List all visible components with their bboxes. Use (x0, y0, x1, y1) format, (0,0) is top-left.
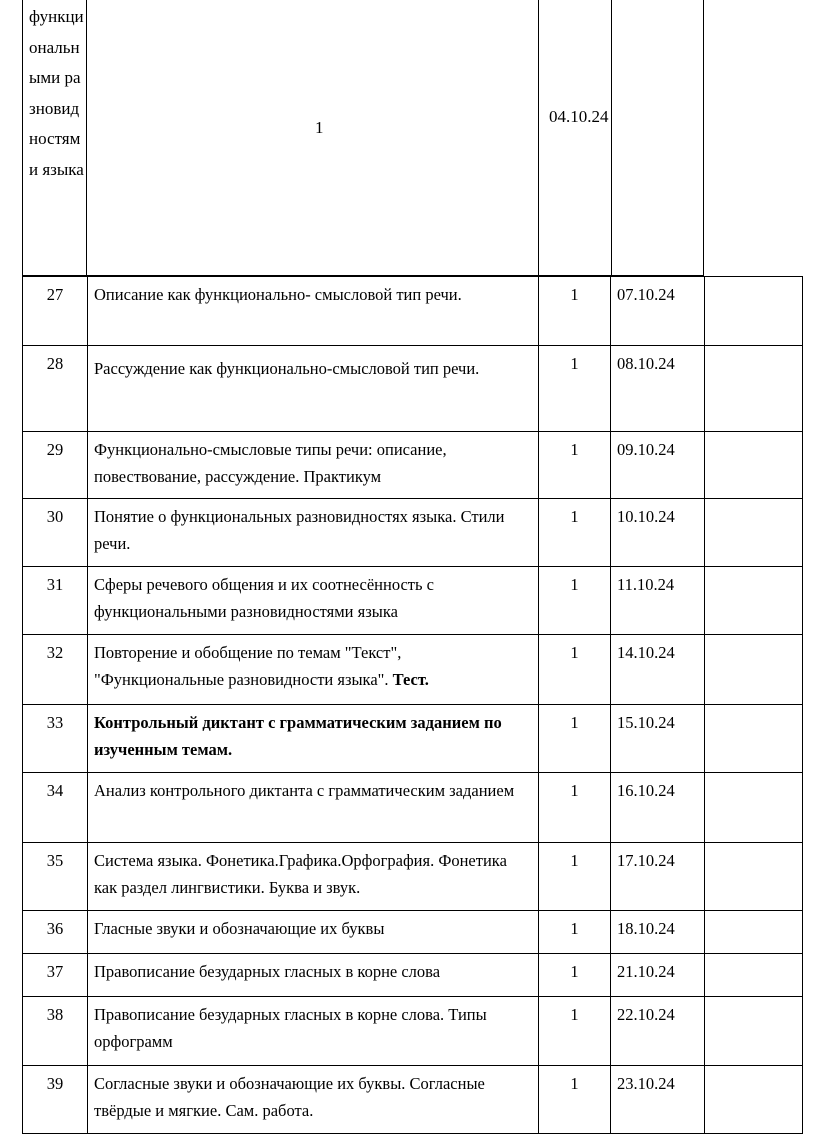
lesson-number: 27 (23, 277, 88, 346)
lesson-hours: 1 (539, 277, 611, 346)
column-divider (611, 0, 612, 275)
lesson-date: 07.10.24 (611, 277, 705, 346)
note-cell (705, 499, 803, 567)
lesson-number: 32 (23, 635, 88, 705)
note-cell (705, 432, 803, 499)
lesson-topic: Описание как функционально- смысловой тип речи. (88, 277, 539, 346)
table-row (23, 911, 803, 954)
note-cell (705, 635, 803, 705)
table-row (23, 567, 803, 635)
lesson-date: 16.10.24 (611, 773, 705, 843)
lesson-topic: Понятие о функциональных разновидностях языка. Стили речи. (88, 499, 539, 567)
lesson-date: 14.10.24 (611, 635, 705, 705)
lesson-schedule-table (22, 276, 803, 1134)
table-row (23, 277, 803, 346)
lesson-number: 31 (23, 567, 88, 635)
lesson-number: 28 (23, 346, 88, 432)
lesson-date: 15.10.24 (611, 705, 705, 773)
lesson-date: 17.10.24 (611, 843, 705, 911)
lesson-date: 21.10.24 (611, 954, 705, 997)
lesson-topic: Рассуждение как функционально-смысловой тип речи. (88, 346, 539, 432)
lesson-hours: 1 (539, 705, 611, 773)
lesson-date: 18.10.24 (611, 911, 705, 954)
lesson-number: 39 (23, 1066, 88, 1134)
lesson-date: 08.10.24 (611, 346, 705, 432)
lesson-hours: 1 (539, 567, 611, 635)
lesson-topic: Функционально-смысловые типы речи: описание, повествование, рассуждение. Практикум (88, 432, 539, 499)
note-cell (705, 773, 803, 843)
lesson-topic: Согласные звуки и обозначающие их буквы. Согласные твёрдые и мягкие. Сам. работа. (88, 1066, 539, 1134)
table-row (23, 997, 803, 1066)
lesson-number: 36 (23, 911, 88, 954)
test-label: Тест. (392, 670, 429, 689)
table-row (23, 635, 803, 705)
lesson-number: 35 (23, 843, 88, 911)
note-cell (705, 997, 803, 1066)
lesson-hours: 1 (539, 635, 611, 705)
lesson-number: 38 (23, 997, 88, 1066)
table-row (23, 705, 803, 773)
note-cell (705, 911, 803, 954)
date-cell: 04.10.24 (549, 107, 609, 126)
lesson-date: 22.10.24 (611, 997, 705, 1066)
lesson-hours: 1 (539, 1066, 611, 1134)
lesson-number: 30 (23, 499, 88, 567)
lesson-topic (88, 635, 539, 705)
lesson-topic: Правописание безударных гласных в корне слова (88, 954, 539, 997)
lesson-date: 09.10.24 (611, 432, 705, 499)
lesson-topic: Сферы речевого общения и их соотнесённость с функциональными разновидностями языка (88, 567, 539, 635)
table-row (23, 499, 803, 567)
table-row (23, 773, 803, 843)
lesson-hours: 1 (539, 997, 611, 1066)
lesson-topic: Контрольный диктант с грамматическим заданием по изученным темам. (88, 705, 539, 773)
lesson-hours: 1 (539, 954, 611, 997)
lesson-hours: 1 (539, 432, 611, 499)
note-cell (705, 954, 803, 997)
topic-cell-continuation: функциональными разновидностями языка (29, 7, 84, 179)
column-divider (538, 0, 539, 275)
table-row (23, 843, 803, 911)
lesson-date: 11.10.24 (611, 567, 705, 635)
note-cell (705, 277, 803, 346)
lesson-hours: 1 (539, 346, 611, 432)
column-divider (86, 0, 87, 275)
lesson-date: 23.10.24 (611, 1066, 705, 1134)
previous-row-continuation (22, 0, 704, 276)
lesson-topic: Анализ контрольного диктанта с грамматическим заданием (88, 773, 539, 843)
lesson-number: 37 (23, 954, 88, 997)
lesson-number: 33 (23, 705, 88, 773)
lesson-topic-text: Повторение и обобщение по темам "Текст", "Функциональные разновидности языка". (94, 643, 402, 689)
lesson-hours: 1 (539, 843, 611, 911)
hours-cell: 1 (315, 118, 324, 137)
note-cell (705, 1066, 803, 1134)
lesson-topic: Гласные звуки и обозначающие их буквы (88, 911, 539, 954)
note-cell (705, 843, 803, 911)
lesson-topic: Система языка. Фонетика.Графика.Орфография. Фонетика как раздел лингвистики. Буква и звук. (88, 843, 539, 911)
lesson-hours: 1 (539, 911, 611, 954)
table-row (23, 346, 803, 432)
lesson-hours: 1 (539, 773, 611, 843)
lesson-topic: Правописание безударных гласных в корне слова. Типы орфограмм (88, 997, 539, 1066)
lesson-hours: 1 (539, 499, 611, 567)
note-cell (705, 705, 803, 773)
note-cell (705, 567, 803, 635)
table-row (23, 954, 803, 997)
table-row (23, 432, 803, 499)
note-cell (705, 346, 803, 432)
lesson-number: 34 (23, 773, 88, 843)
table-row (23, 1066, 803, 1134)
lesson-date: 10.10.24 (611, 499, 705, 567)
lesson-number: 29 (23, 432, 88, 499)
